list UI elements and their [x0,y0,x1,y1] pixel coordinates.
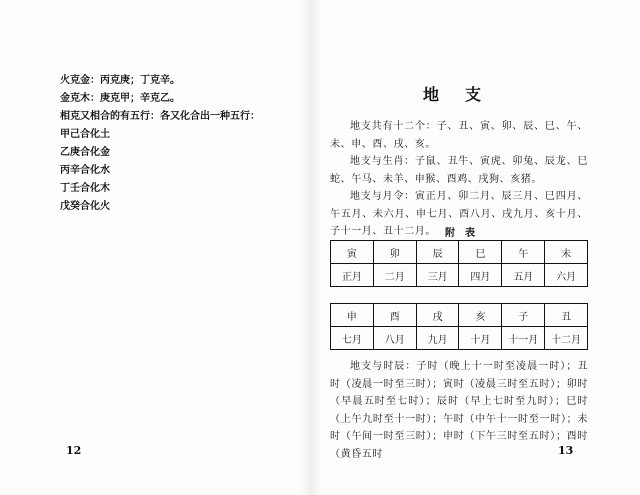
page-number-left: 12 [66,444,82,457]
table-cell: 二月 [373,264,416,287]
text-line: 丙辛合化水 [60,165,110,176]
paragraph: 地支与月令：寅正月、卯二月、辰三月、巳四月、午五月、未六月、申七月、酉八月、戌九月、亥十月、子十一月、丑十二月。 [330,191,588,237]
left-page-text [60,72,290,216]
table-cell: 子 [502,304,545,327]
table-cell: 八月 [373,327,416,350]
text-line: 甲己合化土 [60,129,110,140]
table-cell: 巳 [459,241,502,264]
book-gutter [300,0,322,495]
paragraph: 地支共有十二个：子、丑、寅、卯、辰、巳、午、未、申、酉、戌、亥。 [330,121,588,150]
page-number-right: 13 [558,444,574,457]
paragraph: 地支与生肖：子鼠、丑牛、寅虎、卯兔、辰龙、巳蛇、午马、未羊、申猴、酉鸡、戌狗、亥猪。 [330,156,588,185]
table-row [331,327,588,350]
table-cell: 卯 [373,241,416,264]
page-title: 地支 [422,85,507,104]
table-row [331,241,588,264]
table-cell: 四月 [459,264,502,287]
table-cell: 酉 [373,304,416,327]
table-cell: 未 [545,241,588,264]
branch-month-table-2 [330,303,588,350]
table-cell: 十二月 [545,327,588,350]
table-cell: 正月 [331,264,374,287]
table-cell: 丑 [545,304,588,327]
table-cell: 十月 [459,327,502,350]
text-line: 火克金：丙克庚；丁克辛。 [60,75,180,86]
table-cell: 三月 [416,264,459,287]
table-row [331,264,588,287]
text-line: 乙庚合化金 [60,147,110,158]
branch-month-table-1 [330,240,588,287]
table-cell: 五月 [502,264,545,287]
table-cell: 六月 [545,264,588,287]
table-title: 附表 [445,228,485,239]
table-cell: 亥 [459,304,502,327]
text-line: 金克木：庚克甲；辛克乙。 [60,93,180,104]
table-cell: 申 [331,304,374,327]
text-line: 戊癸合化火 [60,201,110,212]
table-row [331,304,588,327]
table-cell: 九月 [416,327,459,350]
table-cell: 十一月 [502,327,545,350]
table-cell: 寅 [331,241,374,264]
table-cell: 戌 [416,304,459,327]
paragraph: 地支与时辰：子时（晚上十一时至凌晨一时）；丑时（凌晨一时至三时）；寅时（凌晨三时至五时）；卯时（早晨五时至七时）；辰时（早上七时至九时）；巳时（上午九时至十一时）；午时（中午十一时至一时）；未时（午间一时至三时）；申时（下午三时至五时）；酉时（黄昏五时 [330,361,588,460]
text-line: 丁壬合化木 [60,183,110,194]
text-line: 相克又相合的有五行：各又化合出一种五行： [60,111,260,122]
table-cell: 七月 [331,327,374,350]
table-cell: 辰 [416,241,459,264]
table-cell: 午 [502,241,545,264]
